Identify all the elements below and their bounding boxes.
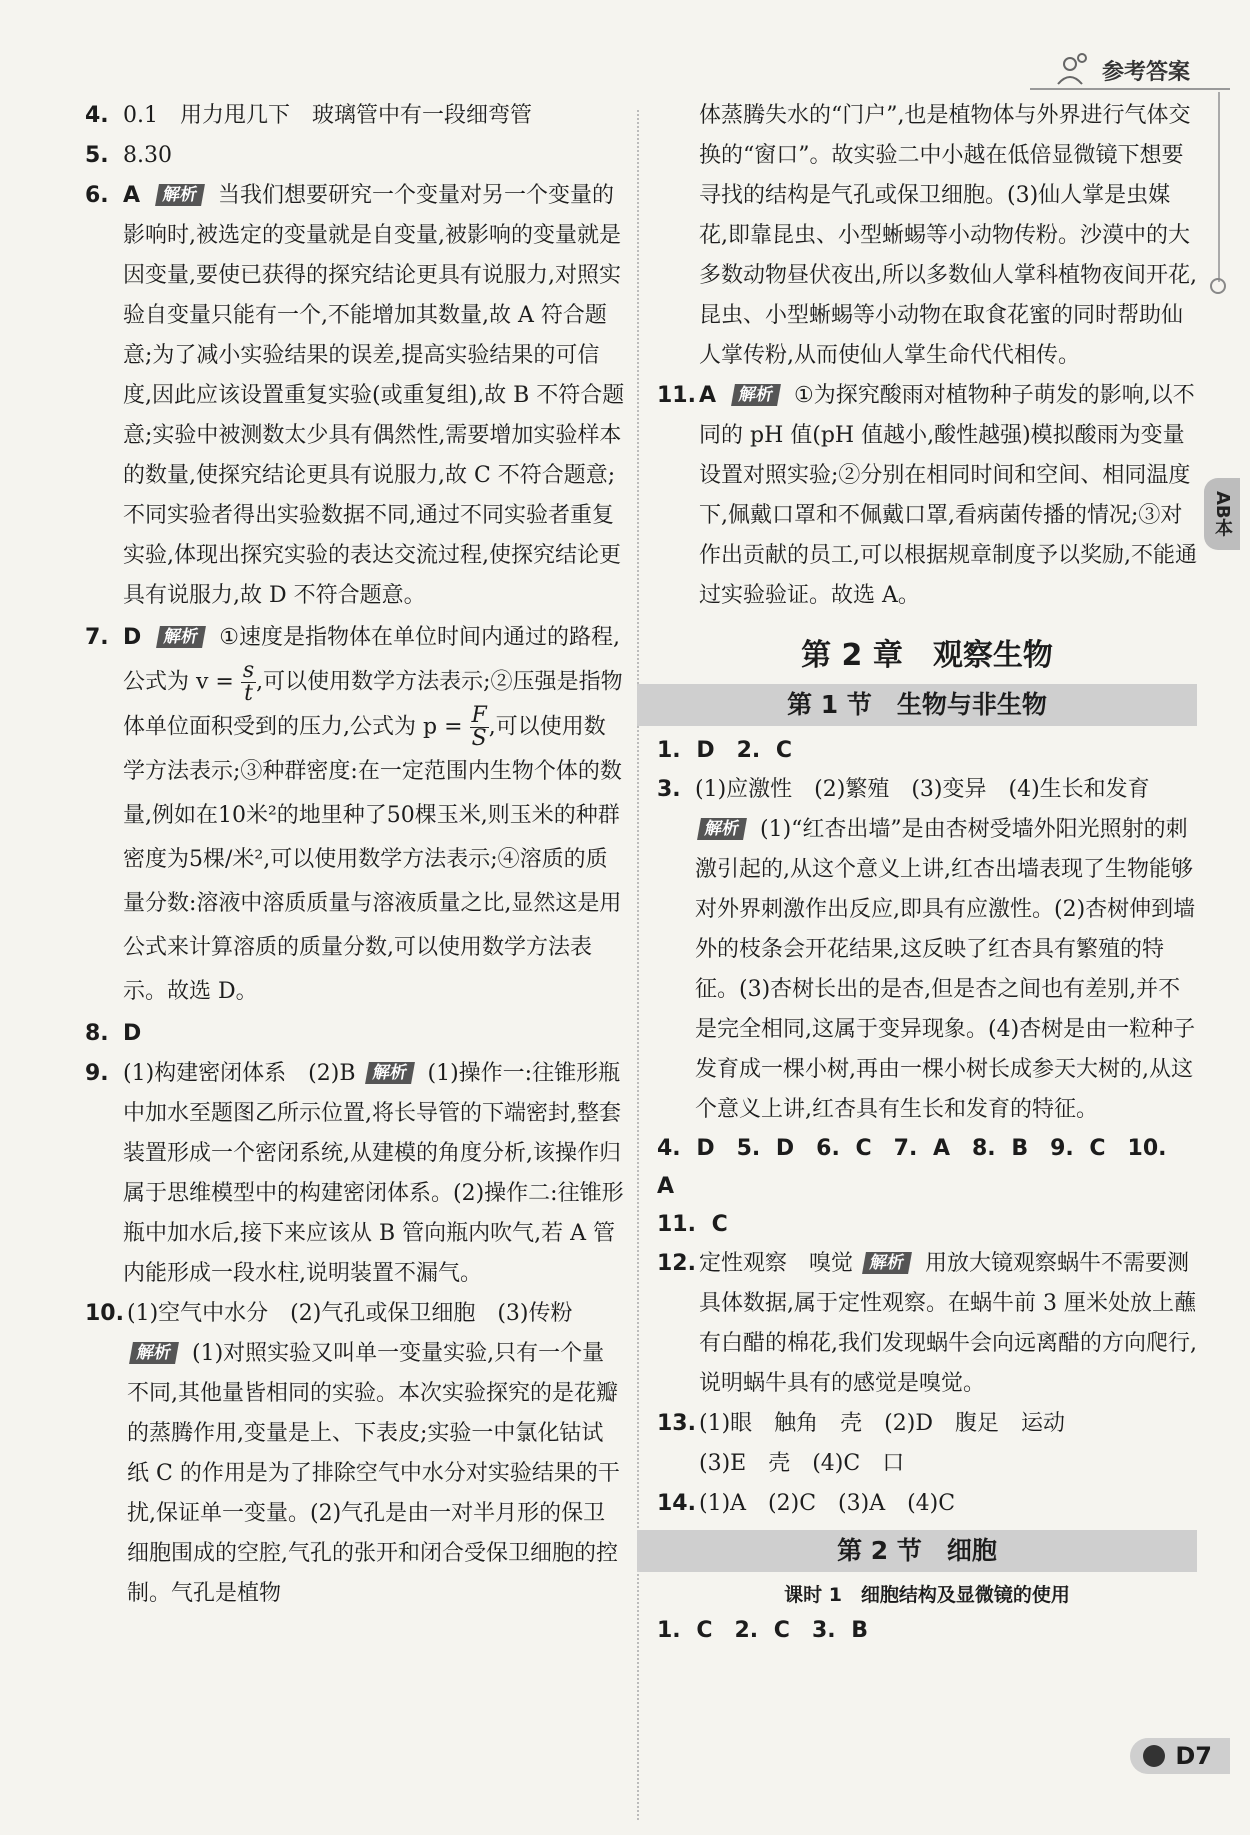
formula-numerator: s: [242, 658, 255, 683]
page-number-badge: [1130, 1738, 1230, 1774]
item-text: ,可以使用数学方法表示;③种群密度:在一定范围内生物个体的数量,例如在10米²的地里种了50棵玉米,则玉米的种群密度为5棵/米²,可以使用数学方法表示;④溶质的质量分数:溶液中溶质质量与溶液质量之比,显然这是用公式来计算溶质的质量分数,可以使用数学方法表示。故选 D。: [123, 714, 622, 1004]
item-number: 10.: [85, 1301, 124, 1326]
item-text: ,可以使用数学方法表示;②压强是指物体单位面积受到的压力,公式为 p =: [123, 669, 623, 740]
side-decoration-line: [1218, 92, 1220, 282]
left-column: [85, 96, 625, 1614]
item-number: 7.: [85, 625, 109, 650]
answer-row-2: 4. D 5. D 6. C 7. A 8. B 9. C 10. A: [657, 1136, 1167, 1199]
item-text: (1)A (2)C (3)A (4)C: [699, 1491, 956, 1516]
item-answer: A: [699, 383, 717, 408]
item-text: 用放大镜观察蜗牛不需要测具体数据,属于定性观察。在蜗牛前 3 厘米处放上蘸有白醋的棉花,我们发现蜗牛会向远离醋的方向爬行,说明蜗牛具有的感觉是嗅觉。: [699, 1251, 1197, 1396]
lesson-title: 课时 1 细胞结构及显微镜的使用: [784, 1584, 1070, 1606]
item-number: 6.: [85, 183, 109, 208]
page-number: D7: [1175, 1742, 1212, 1770]
formula-denominator: t: [244, 681, 253, 706]
answer-item-7: [85, 616, 625, 1014]
analysis-tag: 解析: [697, 818, 747, 840]
right-column: [657, 96, 1197, 1650]
answer-item-11: [657, 376, 1197, 616]
item-number: 8.: [85, 1021, 109, 1046]
answer-row-4: 1. C 2. C 3. B: [657, 1618, 869, 1643]
analysis-tag: 解析: [129, 1342, 179, 1364]
item-text: 当我们想要研究一个变量对另一个变量的影响时,被选定的变量就是自变量,被影响的变量就是因变量,要使已获得的探究结论更具有说服力,对照实验自变量只能有一个,不能增加其数量,故 A 符合题意;为了减小实验结果的误差,提高实验结果的可信度,因此应该设置重复实验(或重复组),故 B 不符合题意;实验中被测数太少具有偶然性,需要增加实验样本的数量,使探究结论更具有说服力,故 C 不符合题意;不同实验者得出实验数据不同,通过不同实验者重复实验,体现出探究实验的表达交流过程,使探究结论更具有说服力,故 D 不符合题意。: [123, 183, 625, 608]
speed-formula: [241, 660, 256, 705]
chapter-title: 第 2 章 观察生物: [801, 638, 1053, 673]
item-text: (1)对照实验又叫单一变量实验,只有一个量不同,其他量皆相同的实验。本次实验探究的是花瓣的蒸腾作用,变量是上、下表皮;实验一中氯化钴试纸 C 的作用是为了排除空气中水分对实验结果的干扰,保证单一变量。(2)气孔是由一对半月形的保卫细胞围成的空腔,气孔的张开和闭合受保卫细胞的控制。气孔是植物: [127, 1341, 620, 1606]
item-number: 4.: [85, 103, 109, 128]
pressure-formula: [470, 705, 489, 750]
analysis-tag: 解析: [155, 184, 205, 206]
item-number: 12.: [657, 1251, 696, 1276]
section-title-1: 第 1 节 生物与非生物: [637, 684, 1197, 726]
answer-item-10-continued: [657, 96, 1197, 376]
item-text: 定性观察 嗅觉: [699, 1251, 854, 1276]
item-number: 14.: [657, 1491, 696, 1516]
analysis-tag: 解析: [156, 626, 206, 648]
item-number: 11.: [657, 383, 696, 408]
answer-item-3: [657, 770, 1197, 1130]
gear-person-icon: [1052, 50, 1092, 90]
item-text: 体蒸腾失水的“门户”,也是植物体与外界进行气体交换的“窗口”。故实验二中小越在低倍显微镜下想要寻找的结构是气孔或保卫细胞。(3)仙人掌是虫媒花,即靠昆虫、小型蜥蜴等小动物传粉。沙漠中的大多数动物昼伏夜出,所以多数仙人掌科植物夜间开花,昆虫、小型蜥蜴等小动物在取食花蜜的同时帮助仙人掌传粉,从而使仙人掌生命代代相传。: [699, 103, 1197, 368]
item-text: (1)空气中水分 (2)气孔或保卫细胞 (3)传粉: [127, 1301, 573, 1326]
item-answer: A: [123, 183, 141, 208]
answer-item-12: [657, 1244, 1197, 1404]
answer-item-14: [657, 1484, 1197, 1524]
header-rule: [1030, 88, 1230, 90]
item-number: 3.: [657, 777, 681, 802]
side-tab: AB本: [1204, 478, 1240, 550]
header: [1052, 50, 1190, 90]
answer-row-1: 1. D 2. C: [657, 738, 793, 763]
item-text: (1)应激性 (2)繁殖 (3)变异 (4)生长和发育: [695, 777, 1150, 802]
answer-item-6: [85, 176, 625, 616]
answer-item-9: [85, 1054, 625, 1294]
formula-numerator: F: [471, 703, 487, 728]
analysis-tag: 解析: [862, 1252, 912, 1274]
header-label: 参考答案: [1101, 59, 1190, 85]
analysis-tag: 解析: [731, 384, 781, 406]
item-text: ①速度是指物体在单位时间内通过的路程,公式为 v =: [123, 625, 620, 695]
answer-item-8: [85, 1014, 625, 1054]
analysis-tag: 解析: [365, 1062, 415, 1084]
item-number: 13.: [657, 1411, 696, 1436]
item-answer: D: [123, 625, 142, 650]
answer-item-5: [85, 136, 625, 176]
item-text: (1)眼 触角 壳 (2)D 腹足 运动: [699, 1411, 1065, 1436]
item-number: 9.: [85, 1061, 109, 1086]
item-text: (1)构建密闭体系 (2)B: [123, 1061, 356, 1086]
item-text: (1)操作一:往锥形瓶中加水至题图乙所示位置,将长导管的下端密封,整套装置形成一个密闭系统,从建模的角度分析,该操作归属于思维模型中的构建密闭体系。(2)操作二:往锥形瓶中加水后,接下来应该从 B 管向瓶内吹气,若 A 管内能形成一段水柱,说明装置不漏气。: [123, 1061, 624, 1286]
page-dot-icon: [1143, 1745, 1165, 1767]
item-text: 8.30: [123, 143, 172, 168]
item-text: (1)“红杏出墙”是由杏树受墙外阳光照射的刺激引起的,从这个意义上讲,红杏出墙表现了生物能够对外界刺激作出反应,即具有应激性。(2)杏树伸到墙外的枝条会开花结果,这反映了红杏具有繁殖的特征。(3)杏树长出的是杏,但是杏之间也有差别,并不是完全相同,这属于变异现象。(4)杏树是由一粒种子发育成一棵小树,再由一棵小树长成参天大树的,从这个意义上讲,红杏具有生长和发育的特征。: [695, 817, 1196, 1122]
answer-row-3: 11. C: [657, 1212, 728, 1237]
item-text: (3)E 壳 (4)C 口: [699, 1451, 905, 1476]
item-answer: D: [123, 1021, 142, 1046]
item-number: 5.: [85, 143, 109, 168]
side-decoration-knob: [1210, 278, 1226, 294]
item-text: ①为探究酸雨对植物种子萌发的影响,以不同的 pH 值(pH 值越小,酸性越强)模拟酸雨为变量设置对照实验;②分别在相同时间和空间、相同温度下,佩戴口罩和不佩戴口罩,看病菌传播的情况;③对作出贡献的员工,可以根据规章制度予以奖励,不能通过实验验证。故选 A。: [699, 383, 1197, 608]
item-text: 0.1 用力甩几下 玻璃管中有一段细弯管: [123, 103, 532, 128]
section-title-2: 第 2 节 细胞: [637, 1530, 1197, 1572]
answer-item-13: [657, 1404, 1197, 1484]
answer-item-4: [85, 96, 625, 136]
answer-item-10: [85, 1294, 625, 1614]
formula-denominator: S: [471, 726, 487, 751]
